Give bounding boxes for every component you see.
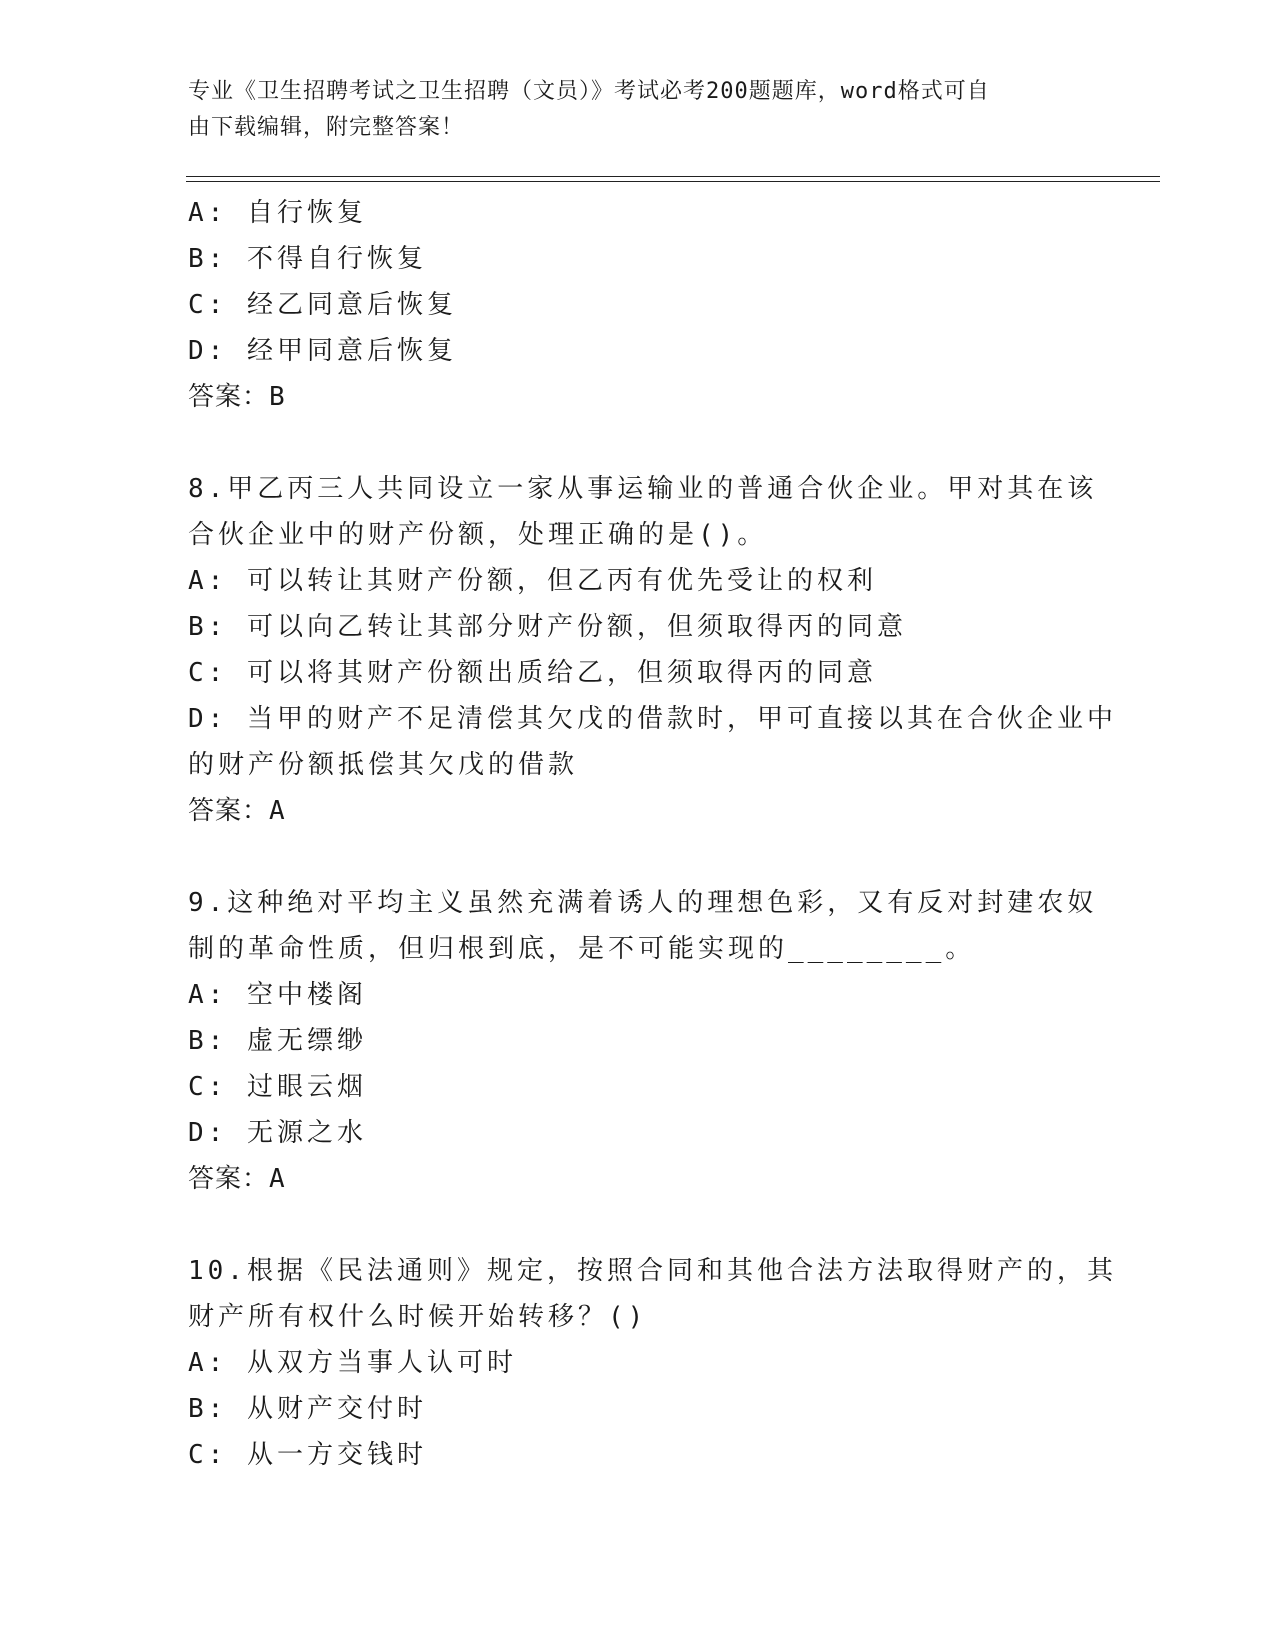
question-10: [188, 1248, 1117, 1478]
q9-option-a: A: 空中楼阁: [188, 980, 367, 1010]
q10-option-c: C: 从一方交钱时: [188, 1440, 427, 1470]
q9-stem-line-2: 制的革命性质，但归根到底，是不可能实现的________。: [188, 934, 976, 964]
spacer: [188, 1202, 1088, 1248]
q7-option-d: D: 经甲同意后恢复: [188, 336, 457, 366]
q7-option-c: C: 经乙同意后恢复: [188, 290, 457, 320]
question-7: [188, 190, 1088, 420]
document-body: [188, 190, 1117, 1478]
header-line-1: 专业《卫生招聘考试之卫生招聘（文员）》考试必考200题题库，word格式可自: [188, 79, 990, 104]
q10-option-a: A: 从双方当事人认可时: [188, 1348, 517, 1378]
q10-stem-line-1: 10.根据《民法通则》规定，按照合同和其他合法方法取得财产的，其: [188, 1256, 1117, 1286]
q9-option-b: B: 虚无缥缈: [188, 1026, 367, 1056]
question-9: [188, 880, 1098, 1202]
q8-option-a: A: 可以转让其财产份额，但乙丙有优先受让的权利: [188, 566, 877, 596]
q7-option-a: A: 自行恢复: [188, 198, 367, 228]
spacer: [188, 834, 1088, 880]
q9-answer: 答案：A: [188, 1164, 286, 1194]
q9-stem-line-1: 9.这种绝对平均主义虽然充满着诱人的理想色彩，又有反对封建农奴: [188, 888, 1098, 918]
q10-option-b: B: 从财产交付时: [188, 1394, 427, 1424]
q10-stem-line-2: 财产所有权什么时候开始转移？(): [188, 1302, 648, 1332]
q8-stem-line-1: 8.甲乙丙三人共同设立一家从事运输业的普通合伙企业。甲对其在该: [188, 474, 1098, 504]
document-header: [188, 74, 1068, 146]
header-rule-top: [186, 176, 1160, 177]
q9-option-c: C: 过眼云烟: [188, 1072, 367, 1102]
question-8: [188, 466, 1117, 834]
q8-option-d: D: 当甲的财产不足清偿其欠戊的借款时，甲可直接以其在合伙企业中: [188, 704, 1117, 734]
q8-stem-line-2: 合伙企业中的财产份额，处理正确的是()。: [188, 520, 768, 550]
q8-option-c: C: 可以将其财产份额出质给乙，但须取得丙的同意: [188, 658, 877, 688]
q7-option-b: B: 不得自行恢复: [188, 244, 427, 274]
header-rule-bottom: [186, 181, 1160, 182]
q8-option-b: B: 可以向乙转让其部分财产份额，但须取得丙的同意: [188, 612, 907, 642]
q7-answer: 答案：B: [188, 382, 286, 412]
q8-option-d-continued: 的财产份额抵偿其欠戊的借款: [188, 750, 579, 780]
spacer: [188, 420, 1088, 466]
q9-option-d: D: 无源之水: [188, 1118, 367, 1148]
q8-answer: 答案：A: [188, 796, 286, 826]
header-line-2: 由下载编辑，附完整答案！: [188, 115, 465, 140]
